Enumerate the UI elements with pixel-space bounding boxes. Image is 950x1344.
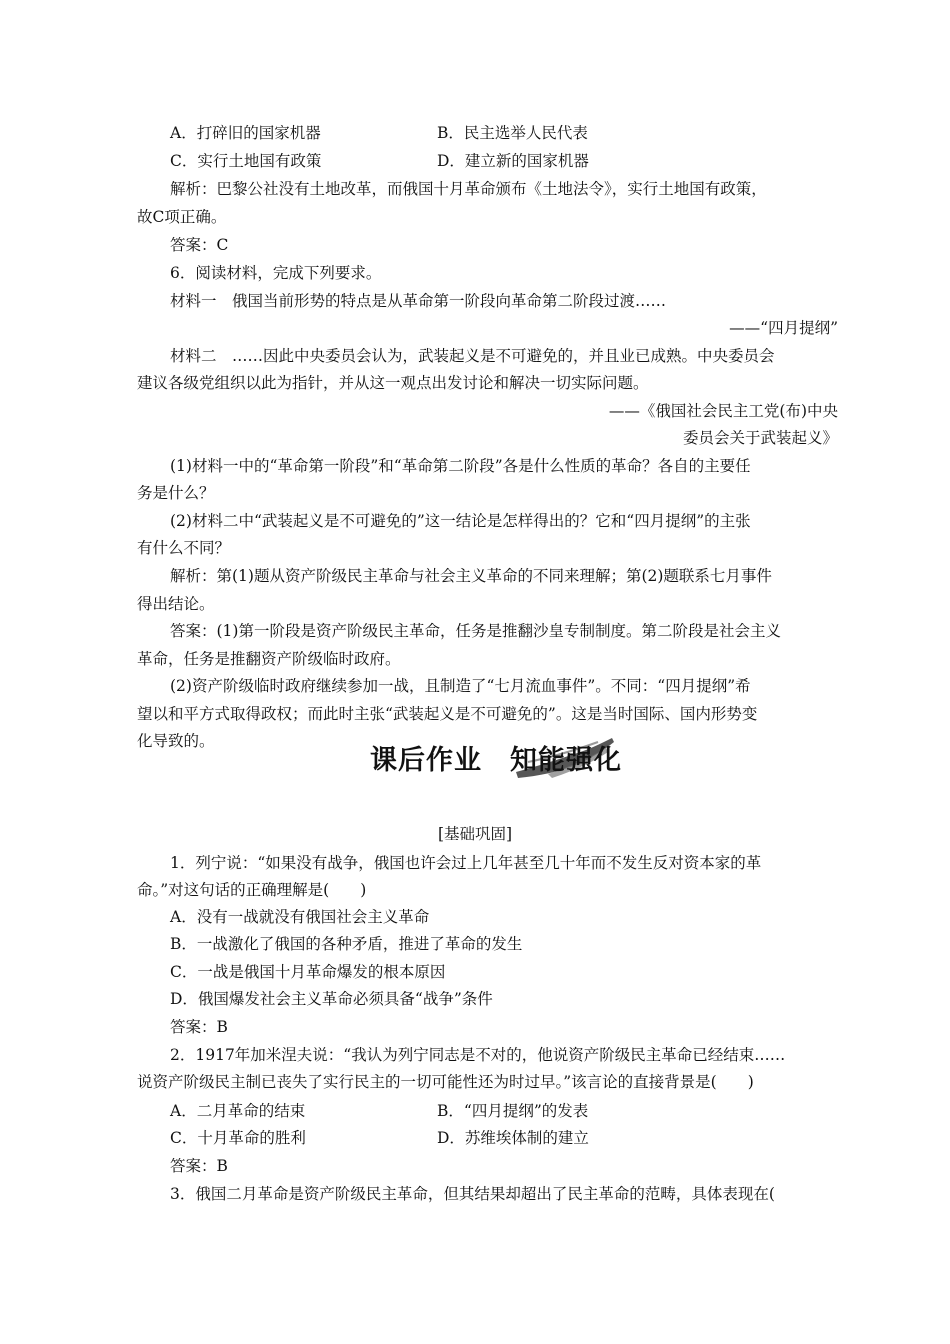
- section-banner: [362, 736, 622, 780]
- hw1-option-c: C．一战是俄国十月革命爆发的根本原因: [170, 963, 446, 981]
- q6-title: 6．阅读材料，完成下列要求。: [170, 264, 382, 282]
- q6-material-2-line-1: 材料二 ……因此中央委员会认为，武装起义是不可避免的，并且业已成熟。中央委员会: [170, 347, 775, 365]
- subsection-title: [基础巩固]: [437, 825, 513, 843]
- hw1-stem-line-1: 1．列宁说：“如果没有战争，俄国也许会过上几年甚至几十年而不发生反对资本家的革: [170, 854, 762, 872]
- q6-material-2-line-2: 建议各级党组织以此为指针，并从这一观点出发讨论和解决一切实际问题。: [137, 374, 649, 392]
- q5-option-b: B．民主选举人民代表: [437, 124, 588, 142]
- hw1-option-b: B．一战激化了俄国的各种矛盾，推进了革命的发生: [170, 935, 523, 953]
- q5-analysis-line-2: 故C项正确。: [137, 208, 227, 226]
- q5-answer: 答案：C: [170, 236, 229, 254]
- hw2-stem-line-1: 2．1917年加米涅夫说：“我认为列宁同志是不对的，他说资产阶级民主革命已经结束……: [170, 1046, 786, 1064]
- q6-analysis-line-2: 得出结论。: [137, 595, 215, 613]
- hw2-option-d: D．苏维埃体制的建立: [437, 1129, 589, 1147]
- q6-sub1-line-2: 务是什么？: [137, 484, 215, 502]
- q6-sub2-line-1: (2)材料二中“武装起义是不可避免的”这一结论是怎样得出的？它和“四月提纲”的主张: [170, 512, 751, 530]
- hw2-option-a: A．二月革命的结束: [170, 1102, 306, 1120]
- q6-material-1: 材料一 俄国当前形势的特点是从革命第一阶段向革命第二阶段过渡……: [170, 292, 667, 310]
- q6-source-2-line-2: 委员会关于武装起义》: [682, 429, 838, 447]
- q6-sub2-line-2: 有什么不同？: [137, 539, 231, 557]
- hw1-stem-line-2: 命。”对这句话的正确理解是( ): [137, 881, 367, 899]
- q5-option-a: A．打碎旧的国家机器: [170, 124, 321, 142]
- hw1-option-d: D．俄国爆发社会主义革命必须具备“战争”条件: [170, 990, 493, 1008]
- q6-answer1-line-2: 革命，任务是推翻资产阶级临时政府。: [137, 650, 401, 668]
- hw2-stem-line-2: 说资产阶级民主制已丧失了实行民主的一切可能性还为时过早。”该言论的直接背景是( ): [137, 1073, 754, 1091]
- hw2-answer: 答案：B: [170, 1157, 228, 1175]
- q6-answer2-line-3: 化导致的。: [137, 732, 215, 750]
- hw2-option-b: B．“四月提纲”的发表: [437, 1102, 589, 1120]
- q6-answer2-line-1: (2)资产阶级临时政府继续参加一战，且制造了“七月流血事件”。不同：“四月提纲”希: [170, 677, 751, 695]
- q6-answer2-line-2: 望以和平方式取得政权；而此时主张“武装起义是不可避免的”。这是当时国际、国内形势变: [137, 705, 758, 723]
- q5-analysis-line-1: 解析：巴黎公社没有土地改革，而俄国十月革命颁布《土地法令》，实行土地国有政策，: [170, 180, 767, 198]
- hw3-stem-line-1: 3．俄国二月革命是资产阶级民主革命，但其结果却超出了民主革命的范畴，具体表现在(: [170, 1185, 775, 1203]
- q5-option-c: C．实行土地国有政策: [170, 152, 322, 170]
- q6-answer1-line-1: 答案：(1)第一阶段是资产阶级民主革命，任务是推翻沙皇专制制度。第二阶段是社会主义: [170, 622, 781, 640]
- hw1-option-a: A．没有一战就没有俄国社会主义革命: [170, 908, 430, 926]
- q6-source-1: ——“四月提纲”: [729, 319, 838, 337]
- q6-source-2-line-1: ——《俄国社会民主工党(布)中央: [608, 402, 838, 420]
- hw2-option-c: C．十月革命的胜利: [170, 1129, 306, 1147]
- hw1-answer: 答案：B: [170, 1018, 228, 1036]
- q6-sub1-line-1: (1)材料一中的“革命第一阶段”和“革命第二阶段”各是什么性质的革命？各自的主要任: [170, 457, 751, 475]
- q6-analysis-line-1: 解析：第(1)题从资产阶级民主革命与社会主义革命的不同来理解；第(2)题联系七月事件: [170, 567, 772, 585]
- section-title: 课后作业 知能强化: [370, 745, 622, 776]
- q5-option-d: D．建立新的国家机器: [437, 152, 589, 170]
